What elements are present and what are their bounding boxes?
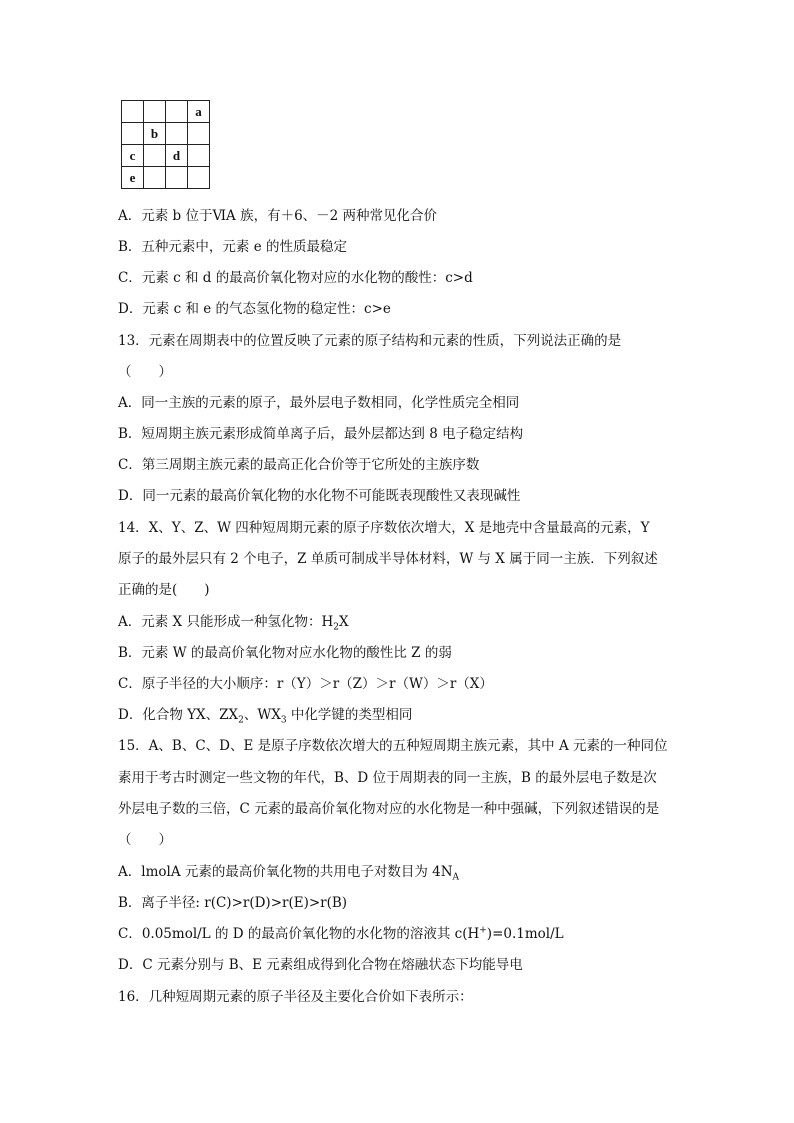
q14-stem-line1: 14．X、Y、Z、W 四种短周期元素的原子序数依次增大，X 是地壳中含量最高的元素，Y	[118, 520, 650, 536]
grid-cell	[122, 101, 144, 123]
q14-option-d-tail: 中化学键的类型相同	[286, 707, 413, 723]
grid-cell-c: c	[122, 145, 144, 167]
q12-option-a: A．元素 b 位于ⅥA 族，有＋6、－2 两种常见化合价	[118, 208, 438, 224]
q12-option-d: D．元素 c 和 e 的气态氢化物的稳定性：c>e	[118, 301, 391, 317]
grid-cell-e: e	[122, 167, 144, 189]
grid-cell	[188, 167, 210, 189]
q12-option-b: B．五种元素中，元素 e 的性质最稳定	[118, 239, 347, 255]
periodic-table-fragment	[121, 100, 210, 189]
q13-option-c: C．第三周期主族元素的最高正化合价等于它所处的主族序数	[118, 457, 480, 473]
q14-stem-line3: 正确的是( )	[118, 582, 210, 598]
grid-row	[122, 145, 210, 167]
q15-option-a	[118, 862, 690, 882]
q15-option-d: D．C 元素分别与 B、E 元素组成得到化合物在熔融状态下均能导电	[118, 957, 523, 973]
q14-option-c: C．原子半径的大小顺序：r（Y）＞r（Z）＞r（W）＞r（X）	[118, 676, 493, 692]
grid-cell	[166, 101, 188, 123]
q14-option-b: B．元素 W 的最高价氧化物对应水化物的酸性比 Z 的弱	[118, 645, 452, 661]
q14-option-d-text: D．化合物 YX、ZX	[118, 707, 239, 723]
q14-option-a	[118, 612, 690, 632]
subscript: 2	[333, 622, 339, 633]
q15-stem-line3: 外层电子数的三倍，C 元素的最高价氧化物对应的水化物是一种中强碱，下列叙述错误的是	[118, 801, 660, 817]
grid-cell	[188, 123, 210, 145]
subscript: 3	[280, 715, 287, 726]
q13-stem-line2: （ ）	[118, 364, 172, 380]
grid-cell	[188, 145, 210, 167]
superscript: +	[479, 925, 487, 936]
grid-cell	[144, 145, 166, 167]
grid-row	[122, 123, 210, 145]
q16-stem: 16．几种短周期元素的原子半径及主要化合价如下表所示：	[118, 989, 473, 1005]
q15-option-b: B．离子半径: r(C)>r(D)>r(E)>r(B)	[118, 895, 348, 911]
grid-cell	[166, 123, 188, 145]
q13-option-d: D．同一元素的最高价氧化物的水化物不可能既表现酸性又表现碱性	[118, 488, 521, 504]
q14-stem-line2: 原子的最外层只有 2 个电子，Z 单质可制成半导体材料，W 与 X 属于同一主族．下列叙述	[118, 551, 658, 567]
q13-option-b: B．短周期主族元素形成简单离子后，最外层都达到 8 电子稳定结构	[118, 426, 524, 442]
q13-option-a: A．同一主族的元素的原子，最外层电子数相同，化学性质完全相同	[118, 395, 520, 411]
grid-row	[122, 167, 210, 189]
q15-option-c	[118, 924, 690, 944]
subscript: 2	[238, 715, 244, 726]
grid-cell	[144, 101, 166, 123]
subscript: A	[452, 872, 460, 883]
q13-stem-line1: 13．元素在周期表中的位置反映了元素的原子结构和元素的性质，下列说法正确的是	[118, 333, 622, 349]
q15-stem-line4: （ ）	[118, 832, 172, 848]
q14-option-d	[118, 705, 690, 725]
q15-stem-line1: 15．A、B、C、D、E 是原子序数依次增大的五种短周期主族元素，其中 A 元素的一种同位	[118, 738, 668, 754]
q14-option-a-tail: X	[338, 614, 349, 630]
grid-cell	[122, 123, 144, 145]
grid-cell	[144, 167, 166, 189]
q15-option-c-tail: )=0.1mol/L	[486, 926, 564, 942]
grid-cell-d: d	[166, 145, 188, 167]
q15-stem-line2: 素用于考古时测定一些文物的年代，B、D 位于周期表的同一主族，B 的最外层电子数是次	[118, 770, 657, 786]
grid-row	[122, 101, 210, 123]
q12-option-c: C．元素 c 和 d 的最高价氧化物对应的水化物的酸性：c>d	[118, 270, 473, 286]
grid-cell-a: a	[188, 101, 210, 123]
q14-option-d-mid: 、WX	[243, 707, 281, 723]
q15-option-c-text: C．0.05mol/L 的 D 的最高价氧化物的水化物的溶液其 c(H	[118, 926, 480, 942]
q15-option-a-text: A．lmolA 元素的最高价氧化物的共用电子对数目为 4N	[118, 864, 453, 880]
grid-cell	[166, 167, 188, 189]
q14-option-a-text: A．元素 X 只能形成一种氢化物：H	[118, 614, 334, 630]
grid-cell-b: b	[144, 123, 166, 145]
